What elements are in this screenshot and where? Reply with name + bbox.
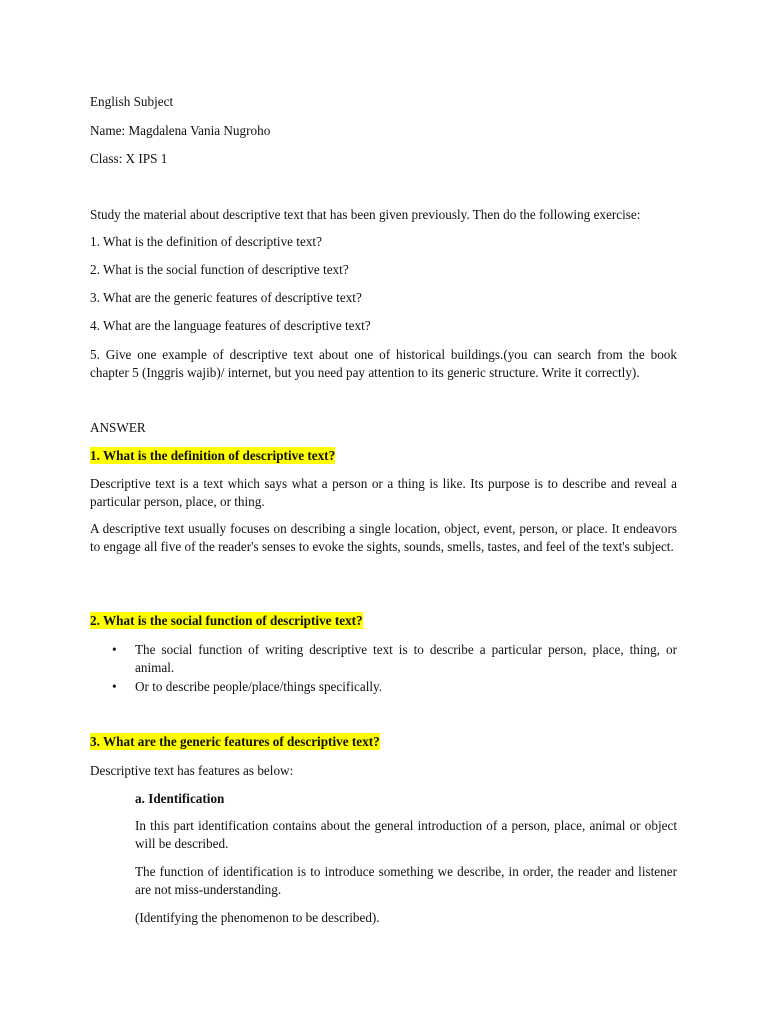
bullet-item	[112, 641, 677, 677]
question-1: 1. What is the definition of descriptive text?	[90, 234, 322, 249]
bullet-icon: •	[112, 679, 117, 694]
question-5: 5. Give one example of descriptive text about one of historical buildings.(you can search from the book chapter 5 (Inggris wajib)/ internet, but you need pay attention to its generic structure. Write it correctly).	[90, 347, 677, 380]
identification-paragraph: The function of identification is to introduce something we describe, in order, the reader and listener are not miss-understanding.	[135, 864, 677, 897]
bullet-text: Or to describe people/place/things specifically.	[135, 679, 383, 694]
instructions-intro: Study the material about descriptive text that has been given previously. Then do the following exercise:	[90, 207, 641, 222]
student-class: Class: X IPS 1	[90, 151, 168, 166]
identification-subheading: a. Identification	[135, 791, 225, 806]
answer-1-paragraph: Descriptive text is a text which says what a person or a thing is like. Its purpose is to describe and reveal a particular person, place, or thing.	[90, 476, 677, 509]
identification-note: (Identifying the phenomenon to be described).	[135, 910, 380, 925]
question-2: 2. What is the social function of descriptive text?	[90, 262, 349, 277]
question-3: 3. What are the generic features of descriptive text?	[90, 290, 362, 305]
bullet-icon: •	[112, 642, 117, 657]
answer-1-paragraph: A descriptive text usually focuses on describing a single location, object, event, person, or place. It endeavors to engage all five of the reader's senses to evoke the sights, sounds, smells, tastes, and feel of the text's subject.	[90, 521, 677, 554]
question-4: 4. What are the language features of descriptive text?	[90, 318, 371, 333]
answer-1-heading	[90, 447, 335, 465]
answer-3-heading-text: 3. What are the generic features of descriptive text?	[90, 734, 380, 749]
answer-2-bullet-list	[112, 641, 677, 696]
answer-2-heading-text: 2. What is the social function of descriptive text?	[90, 613, 363, 628]
answer-3-intro: Descriptive text has features as below:	[90, 763, 294, 778]
student-name: Name: Magdalena Vania Nugroho	[90, 123, 271, 138]
answer-1-heading-text: 1. What is the definition of descriptive text?	[90, 448, 336, 463]
bullet-text: The social function of writing descriptive text is to describe a particular person, place, thing, or animal.	[135, 642, 677, 675]
answer-2-heading	[90, 612, 363, 630]
answer-3-heading	[90, 733, 380, 751]
answer-label: ANSWER	[90, 420, 146, 435]
identification-paragraph: In this part identification contains about the general introduction of a person, place, animal or object will be described.	[135, 818, 677, 851]
bullet-item	[112, 678, 677, 696]
subject-line: English Subject	[90, 94, 174, 109]
